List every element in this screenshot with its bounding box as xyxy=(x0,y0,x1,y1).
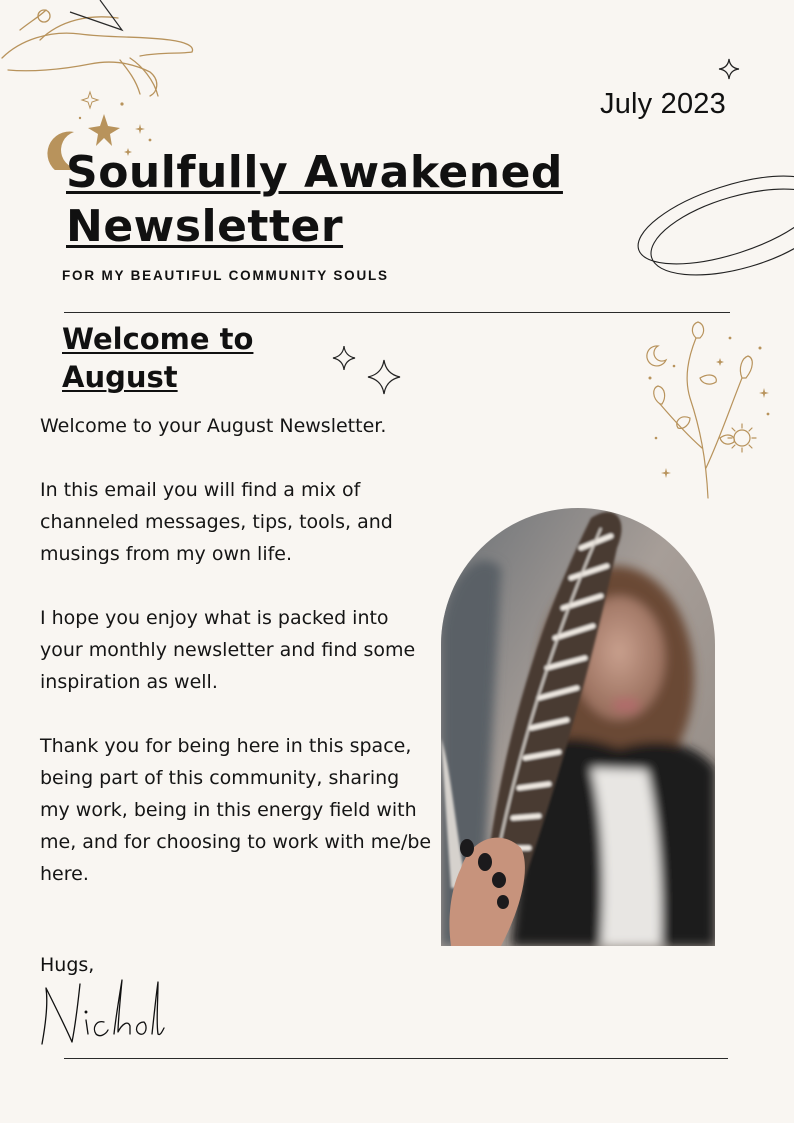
body-paragraph: In this email you will find a mix of channeled messages, tips, tools, and musings from my own life. xyxy=(40,479,393,565)
sparkle-icon xyxy=(718,58,740,80)
sparkle-icon xyxy=(328,342,408,398)
newsletter-title: Soulfully Awakened Newsletter xyxy=(66,147,563,252)
issue-date: July 2023 xyxy=(600,88,726,120)
divider-bottom xyxy=(64,1058,728,1059)
section-heading: Welcome to August xyxy=(62,322,254,394)
body-paragraph: Welcome to your August Newsletter. xyxy=(40,415,387,437)
orbit-lines xyxy=(630,140,794,290)
welcome-body xyxy=(40,410,432,922)
divider-top xyxy=(64,312,730,313)
newsletter-subtitle: FOR MY BEAUTIFUL COMMUNITY SOULS xyxy=(62,268,389,283)
signoff-text: Hugs, xyxy=(40,954,95,976)
feather-photo xyxy=(441,508,715,946)
signature xyxy=(36,972,166,1052)
hand-line-art xyxy=(0,0,200,170)
body-paragraph: I hope you enjoy what is packed into your monthly newsletter and find some inspiration as well. xyxy=(40,607,416,693)
floral-sprig-art xyxy=(630,318,780,504)
body-paragraph: Thank you for being here in this space, being part of this community, sharing my work, being in this energy field with me, and for choosing to work with me/be here. xyxy=(40,735,432,885)
